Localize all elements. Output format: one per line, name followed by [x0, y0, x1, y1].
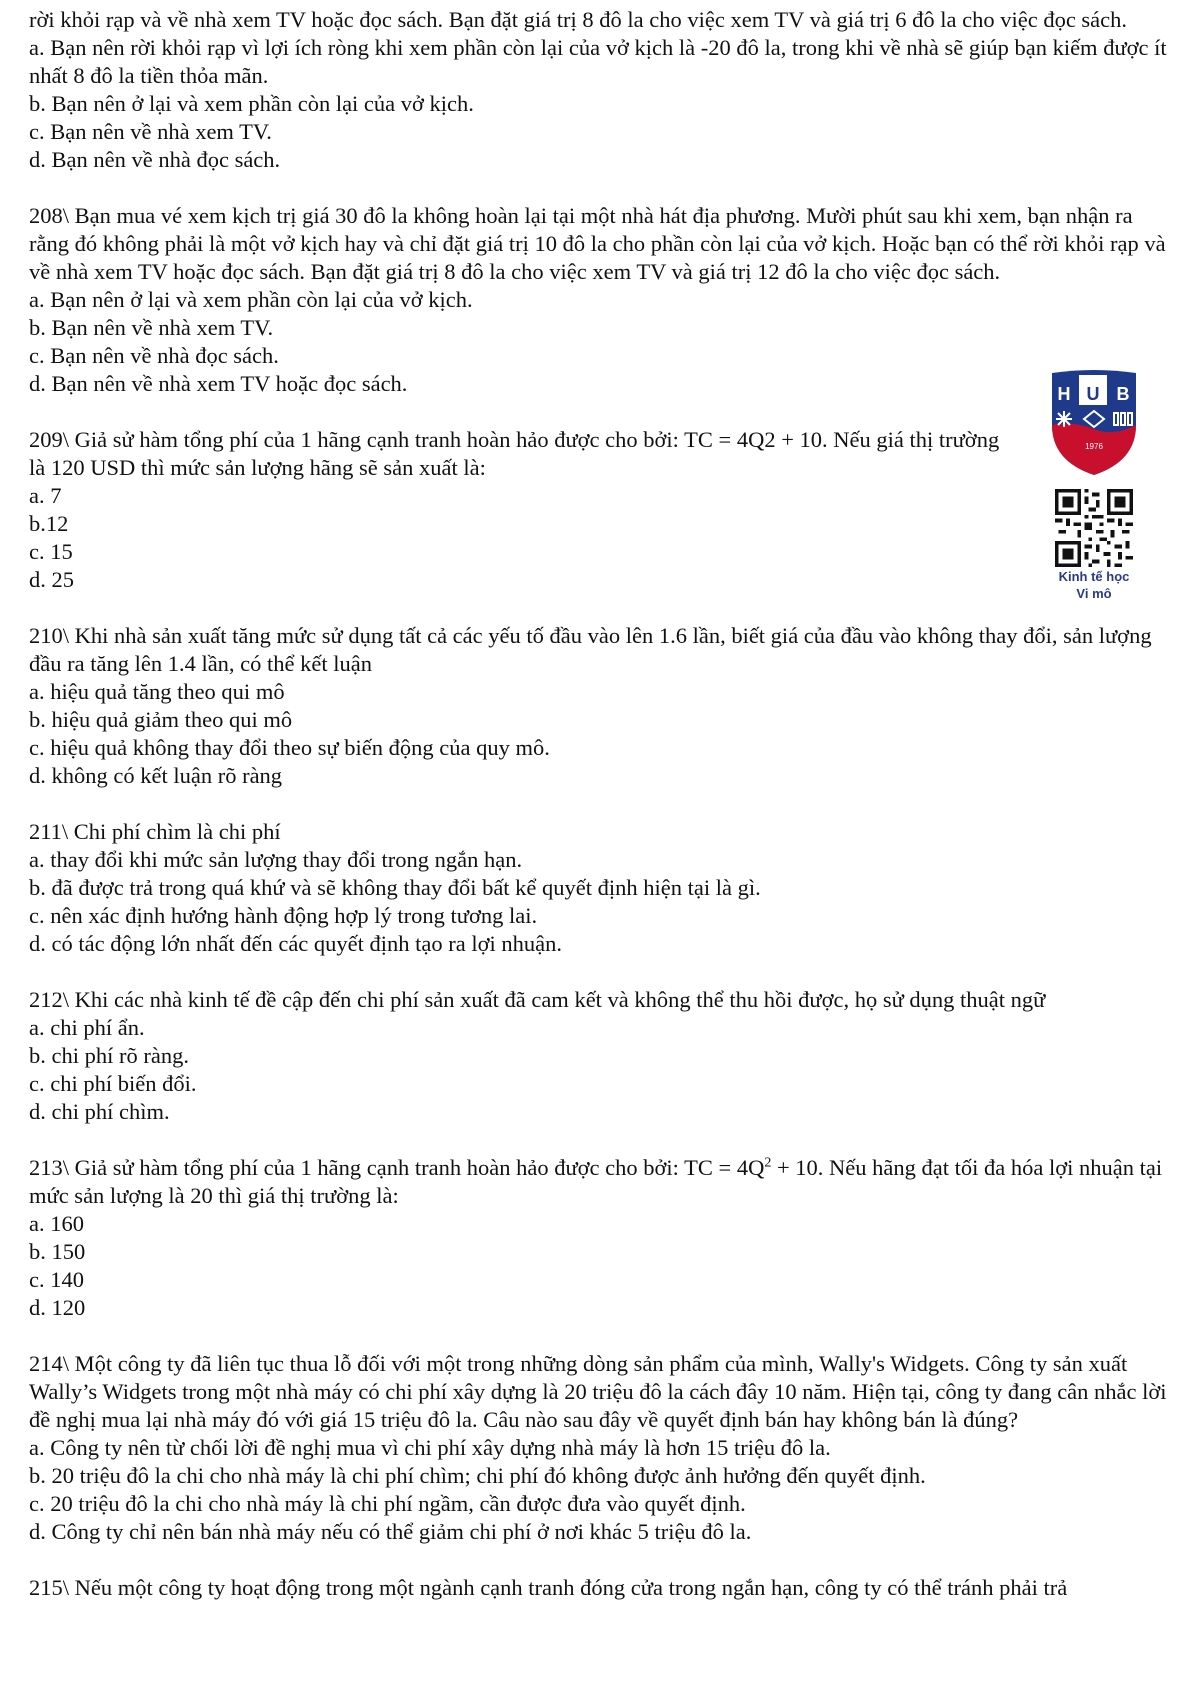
answer-option: c. chi phí biến đổi. [29, 1071, 197, 1096]
question-stem [29, 1154, 1174, 1210]
answer-option: a. Bạn nên ở lại và xem phần còn lại của vở kịch. [29, 287, 473, 312]
question-215 [29, 1574, 1174, 1602]
answer-option: c. 15 [29, 539, 73, 564]
answer-option: d. Công ty chỉ nên bán nhà máy nếu có thể giảm chi phí ở nơi khác 5 triệu đô la. [29, 1519, 752, 1544]
answer-option: b. hiệu quả giảm theo qui mô [29, 707, 293, 732]
answer-option: b. 20 triệu đô la chi cho nhà máy là chi phí chìm; chi phí đó không được ảnh hưởng đến quyết định. [29, 1463, 926, 1488]
answer-option: b. chi phí rõ ràng. [29, 1043, 189, 1068]
answer-option: d. không có kết luận rõ ràng [29, 763, 283, 788]
badge-caption-line1: Kinh tế học [1058, 569, 1130, 584]
answer-option: b. Bạn nên về nhà xem TV. [29, 315, 274, 340]
answer-option: b. Bạn nên ở lại và xem phần còn lại của vở kịch. [29, 91, 474, 116]
badge-caption-line2: Vi mô [1076, 586, 1112, 601]
answer-option: b.12 [29, 511, 69, 536]
question-stem: 212\ Khi các nhà kinh tế đề cập đến chi phí sản xuất đã cam kết và không thể thu hồi được, họ sử dụng thuật ngữ [29, 987, 1046, 1012]
answer-option: a. Công ty nên từ chối lời đề nghị mua vì chi phí xây dựng nhà máy là hơn 15 triệu đô la. [29, 1435, 831, 1460]
answer-option: c. Bạn nên về nhà xem TV. [29, 119, 272, 144]
question-list [29, 6, 1174, 1602]
answer-option: c. 20 triệu đô la chi cho nhà máy là chi phí ngầm, cần được đưa vào quyết định. [29, 1491, 746, 1516]
hub-logo-shield [1048, 369, 1140, 477]
answer-option: a. hiệu quả tăng theo qui mô [29, 679, 285, 704]
question-stem: 215\ Nếu một công ty hoạt động trong một ngành cạnh tranh đóng cửa trong ngắn hạn, công ty có thể tránh phải trả [29, 1575, 1068, 1600]
stem-part: 213\ Giả sử hàm tổng phí của 1 hãng cạnh tranh hoàn hảo được cho bởi: TC = 4Q [29, 1155, 765, 1180]
answer-option: d. chi phí chìm. [29, 1099, 170, 1124]
question-continued [29, 6, 1174, 174]
exponent: 2 [764, 1155, 772, 1171]
question-208 [29, 202, 1174, 398]
question-213 [29, 1154, 1174, 1322]
answer-option: a. 160 [29, 1211, 84, 1236]
question-stem: rời khỏi rạp và về nhà xem TV hoặc đọc sách. Bạn đặt giá trị 8 đô la cho việc xem TV và giá trị 6 đô la cho việc đọc sách. [29, 7, 1128, 32]
question-211 [29, 818, 1174, 958]
question-stem: 214\ Một công ty đã liên tục thua lỗ đối với một trong những dòng sản phẩm của mình, Wally's Widgets. Công ty sản xuất Wally’s Widgets trong một nhà máy có chi phí xây dựng là 20 triệu đô la cách đây 10 năm. Hiện tại, công ty đang cân nhắc lời đề nghị mua lại nhà máy đó với giá 15 triệu đô la. Câu nào sau đây về quyết định bán hay không bán là đúng? [29, 1351, 1167, 1432]
question-209 [29, 426, 1174, 594]
answer-option: c. 140 [29, 1267, 84, 1292]
question-stem: 210\ Khi nhà sản xuất tăng mức sử dụng tất cả các yếu tố đầu vào lên 1.6 lần, biết giá của đầu vào không thay đổi, sản lượng đầu ra tăng lên 1.4 lần, có thể kết luận [29, 623, 1152, 676]
answer-option: d. Bạn nên về nhà đọc sách. [29, 147, 281, 172]
answer-option: c. hiệu quả không thay đổi theo sự biến động của quy mô. [29, 735, 550, 760]
answer-option: c. Bạn nên về nhà đọc sách. [29, 343, 279, 368]
logo-letter-b: B [1116, 384, 1130, 404]
question-210 [29, 622, 1174, 790]
answer-option: d. 25 [29, 567, 74, 592]
answer-option: d. Bạn nên về nhà xem TV hoặc đọc sách. [29, 371, 408, 396]
answer-option: a. 7 [29, 483, 62, 508]
question-212 [29, 986, 1174, 1126]
answer-option: b. đã được trả trong quá khứ và sẽ không thay đổi bất kể quyết định hiện tại là gì. [29, 875, 761, 900]
answer-option: a. Bạn nên rời khỏi rạp vì lợi ích ròng khi xem phần còn lại của vở kịch là -20 đô la, trong khi về nhà sẽ giúp bạn kiếm được ít nhất 8 đô la tiền thỏa mãn. [29, 35, 1167, 88]
logo-letter-h: H [1057, 384, 1071, 404]
question-stem: 208\ Bạn mua vé xem kịch trị giá 30 đô la không hoàn lại tại một nhà hát địa phương. Mười phút sau khi xem, bạn nhận ra rằng đó không phải là một vở kịch hay và chỉ đặt giá trị 10 đô la cho phần còn lại của vở kịch. Hoặc bạn có thể rời khỏi rạp và về nhà xem TV hoặc đọc sách. Bạn đặt giá trị 8 đô la cho việc xem TV và giá trị 12 đô la cho việc đọc sách. [29, 203, 1166, 284]
answer-option: a. chi phí ẩn. [29, 1015, 145, 1040]
question-stem: 211\ Chi phí chìm là chi phí [29, 819, 281, 844]
hub-badge [1048, 369, 1140, 601]
logo-letter-u: U [1086, 384, 1100, 404]
answer-option: d. có tác động lớn nhất đến các quyết định tạo ra lợi nhuận. [29, 931, 563, 956]
question-stem: 209\ Giả sử hàm tổng phí của 1 hãng cạnh tranh hoàn hảo được cho bởi: TC = 4Q2 + 10. Nếu giá thị trường là 120 USD thì mức sản lượng hãng sẽ sản xuất là: [29, 427, 1000, 480]
qr-code-icon [1055, 489, 1133, 567]
question-214 [29, 1350, 1174, 1546]
logo-year: 1976 [1085, 442, 1103, 451]
answer-option: d. 120 [29, 1295, 86, 1320]
answer-option: a. thay đổi khi mức sản lượng thay đổi trong ngắn hạn. [29, 847, 523, 872]
answer-option: b. 150 [29, 1239, 86, 1264]
answer-option: c. nên xác định hướng hành động hợp lý trong tương lai. [29, 903, 538, 928]
stem-part: + 10. Nếu hãng đạt tối đa hóa lợi nhuận tại mức sản lượng là 20 thì giá thị trường là: [29, 1155, 1163, 1208]
